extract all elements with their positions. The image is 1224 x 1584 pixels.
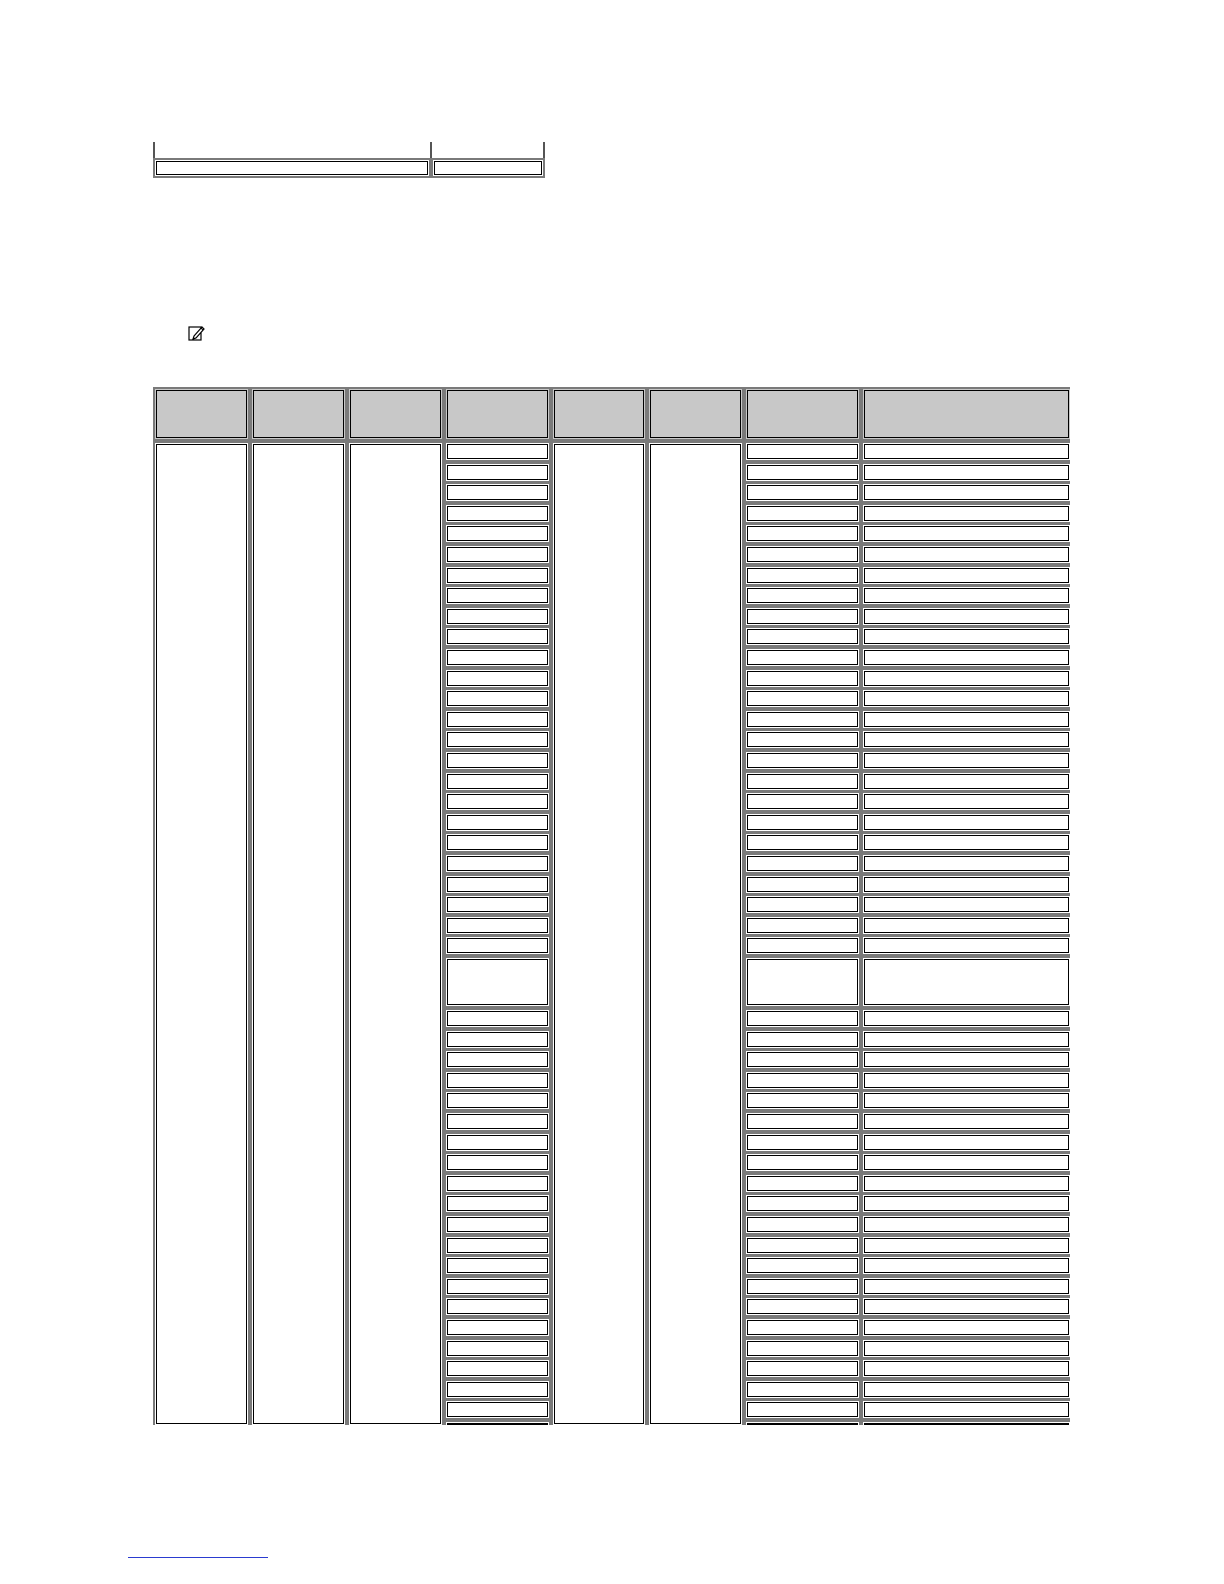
table-row-cell — [744, 1338, 861, 1359]
table-row-cell — [744, 1090, 861, 1111]
table-row-cell — [444, 1132, 551, 1153]
table-row-cell — [444, 1338, 551, 1359]
table-row-cell — [444, 585, 551, 606]
table-header-cell — [444, 387, 551, 441]
table-row-cell — [861, 585, 1070, 606]
table-row-cell — [744, 565, 861, 586]
table-row-cell — [861, 894, 1070, 915]
table-row-cell — [744, 791, 861, 812]
table-row-cell — [744, 1420, 861, 1425]
table-row-cell — [861, 1008, 1070, 1029]
table-row-cell — [861, 482, 1070, 503]
table-row-cell — [444, 771, 551, 792]
table-row-cell — [744, 1152, 861, 1173]
top-table-cell — [153, 158, 431, 178]
table-row-cell — [861, 709, 1070, 730]
table-row-cell — [861, 729, 1070, 750]
table-span-cell — [153, 441, 250, 1425]
table-row-cell — [444, 1379, 551, 1400]
table-row-cell — [861, 1399, 1070, 1420]
table-row-cell — [444, 1152, 551, 1173]
table-row-cell — [444, 1255, 551, 1276]
table-row-cell — [861, 544, 1070, 565]
table-row-cell — [744, 503, 861, 524]
table-row-cell — [744, 647, 861, 668]
table-row-cell — [444, 503, 551, 524]
table-row-cell — [444, 1276, 551, 1297]
table-row-cell — [744, 1296, 861, 1317]
table-row-cell — [744, 1358, 861, 1379]
table-header-cell — [861, 387, 1070, 441]
table-row-cell — [861, 441, 1070, 462]
table-row-cell — [861, 832, 1070, 853]
table-row-cell — [444, 791, 551, 812]
table-row-cell — [744, 1276, 861, 1297]
top-table-cell — [431, 158, 545, 178]
table-row-cell — [744, 544, 861, 565]
table-row-cell — [861, 1090, 1070, 1111]
table-row-cell — [444, 668, 551, 689]
table-span-cell — [347, 441, 444, 1425]
table-row-cell — [444, 1214, 551, 1235]
table-row-cell — [444, 1173, 551, 1194]
table-row-cell — [444, 956, 551, 1008]
table-row-cell — [861, 1317, 1070, 1338]
table-row-cell — [744, 688, 861, 709]
table-row-cell — [744, 1008, 861, 1029]
table-row-cell — [444, 812, 551, 833]
table-row-cell — [861, 1132, 1070, 1153]
table-row-cell — [444, 729, 551, 750]
table-row-cell — [744, 523, 861, 544]
table-row-cell — [861, 771, 1070, 792]
table-header-cell — [551, 387, 647, 441]
table-row-cell — [744, 894, 861, 915]
table-row-cell — [444, 1029, 551, 1050]
table-row-cell — [861, 1049, 1070, 1070]
table-row-cell — [444, 874, 551, 895]
table-row-cell — [744, 915, 861, 936]
table-row-cell — [444, 915, 551, 936]
table-row-cell — [444, 441, 551, 462]
table-row-cell — [444, 853, 551, 874]
table-row-cell — [744, 832, 861, 853]
pencil-note-icon — [188, 324, 206, 342]
table-row-cell — [744, 1029, 861, 1050]
table-row-cell — [861, 688, 1070, 709]
table-row-cell — [744, 1049, 861, 1070]
table-row-cell — [861, 523, 1070, 544]
table-row-cell — [861, 812, 1070, 833]
table-row-cell — [444, 1193, 551, 1214]
table-row-cell — [444, 1090, 551, 1111]
table-row-cell — [444, 482, 551, 503]
table-header-cell — [153, 387, 250, 441]
table-row-cell — [861, 606, 1070, 627]
table-row-cell — [861, 1152, 1070, 1173]
table-row-cell — [444, 1070, 551, 1091]
table-header-cell — [347, 387, 444, 441]
table-header-cell — [744, 387, 861, 441]
table-row-cell — [744, 1399, 861, 1420]
top-table-row-1 — [153, 142, 545, 158]
table-row-cell — [861, 1255, 1070, 1276]
table-row-cell — [744, 1317, 861, 1338]
table-row-cell — [861, 1111, 1070, 1132]
table-row-cell — [444, 1008, 551, 1029]
table-row-cell — [444, 832, 551, 853]
table-row-cell — [861, 626, 1070, 647]
table-row-cell — [861, 1214, 1070, 1235]
table-row-cell — [744, 1235, 861, 1256]
table-row-cell — [861, 565, 1070, 586]
table-header-cell — [647, 387, 744, 441]
table-row-cell — [861, 647, 1070, 668]
table-row-cell — [444, 1399, 551, 1420]
table-row-cell — [744, 1379, 861, 1400]
table-row-cell — [444, 1049, 551, 1070]
table-row-cell — [861, 1358, 1070, 1379]
table-row-cell — [744, 482, 861, 503]
table-span-cell — [250, 441, 347, 1425]
table-row-cell — [744, 935, 861, 956]
table-row-cell — [861, 874, 1070, 895]
table-row-cell — [444, 565, 551, 586]
table-row-cell — [744, 874, 861, 895]
table-row-cell — [744, 771, 861, 792]
table-row-cell — [861, 791, 1070, 812]
table-row-cell — [744, 585, 861, 606]
table-row-cell — [861, 503, 1070, 524]
table-row-cell — [744, 441, 861, 462]
table-row-cell — [744, 956, 861, 1008]
table-row-cell — [861, 1379, 1070, 1400]
footer-link[interactable] — [128, 1557, 268, 1558]
table-row-cell — [744, 1070, 861, 1091]
table-row-cell — [444, 647, 551, 668]
table-row-cell — [444, 523, 551, 544]
table-row-cell — [444, 544, 551, 565]
table-span-cell — [647, 441, 744, 1425]
table-row-cell — [744, 853, 861, 874]
table-row-cell — [744, 729, 861, 750]
table-row-cell — [861, 1296, 1070, 1317]
table-row-cell — [444, 750, 551, 771]
table-row-cell — [744, 709, 861, 730]
table-row-cell — [444, 1317, 551, 1338]
table-row-cell — [444, 1296, 551, 1317]
table-row-cell — [861, 956, 1070, 1008]
table-row-cell — [861, 1235, 1070, 1256]
table-row-cell — [744, 606, 861, 627]
table-row-cell — [861, 668, 1070, 689]
table-row-cell — [861, 1420, 1070, 1425]
table-row-cell — [744, 462, 861, 483]
table-row-cell — [861, 1193, 1070, 1214]
table-span-cell — [551, 441, 647, 1425]
table-row-cell — [444, 626, 551, 647]
table-row-cell — [861, 1029, 1070, 1050]
table-row-cell — [444, 1235, 551, 1256]
table-row-cell — [744, 812, 861, 833]
table-row-cell — [444, 1420, 551, 1425]
table-row-cell — [744, 668, 861, 689]
table-row-cell — [744, 1214, 861, 1235]
table-row-cell — [444, 1358, 551, 1379]
table-row-cell — [861, 1173, 1070, 1194]
table-row-cell — [444, 688, 551, 709]
table-row-cell — [444, 894, 551, 915]
table-row-cell — [444, 709, 551, 730]
table-row-cell — [744, 1132, 861, 1153]
table-row-cell — [861, 1070, 1070, 1091]
table-row-cell — [744, 626, 861, 647]
table-row-cell — [444, 606, 551, 627]
table-row-cell — [744, 750, 861, 771]
table-row-cell — [444, 462, 551, 483]
table-row-cell — [861, 750, 1070, 771]
table-row-cell — [744, 1111, 861, 1132]
table-row-cell — [744, 1173, 861, 1194]
table-row-cell — [861, 1338, 1070, 1359]
table-header-cell — [250, 387, 347, 441]
table-row-cell — [861, 915, 1070, 936]
table-row-cell — [861, 462, 1070, 483]
table-row-cell — [744, 1193, 861, 1214]
table-row-cell — [861, 935, 1070, 956]
table-row-cell — [444, 935, 551, 956]
table-row-cell — [861, 1276, 1070, 1297]
table-row-cell — [861, 853, 1070, 874]
table-row-cell — [744, 1255, 861, 1276]
table-row-cell — [444, 1111, 551, 1132]
